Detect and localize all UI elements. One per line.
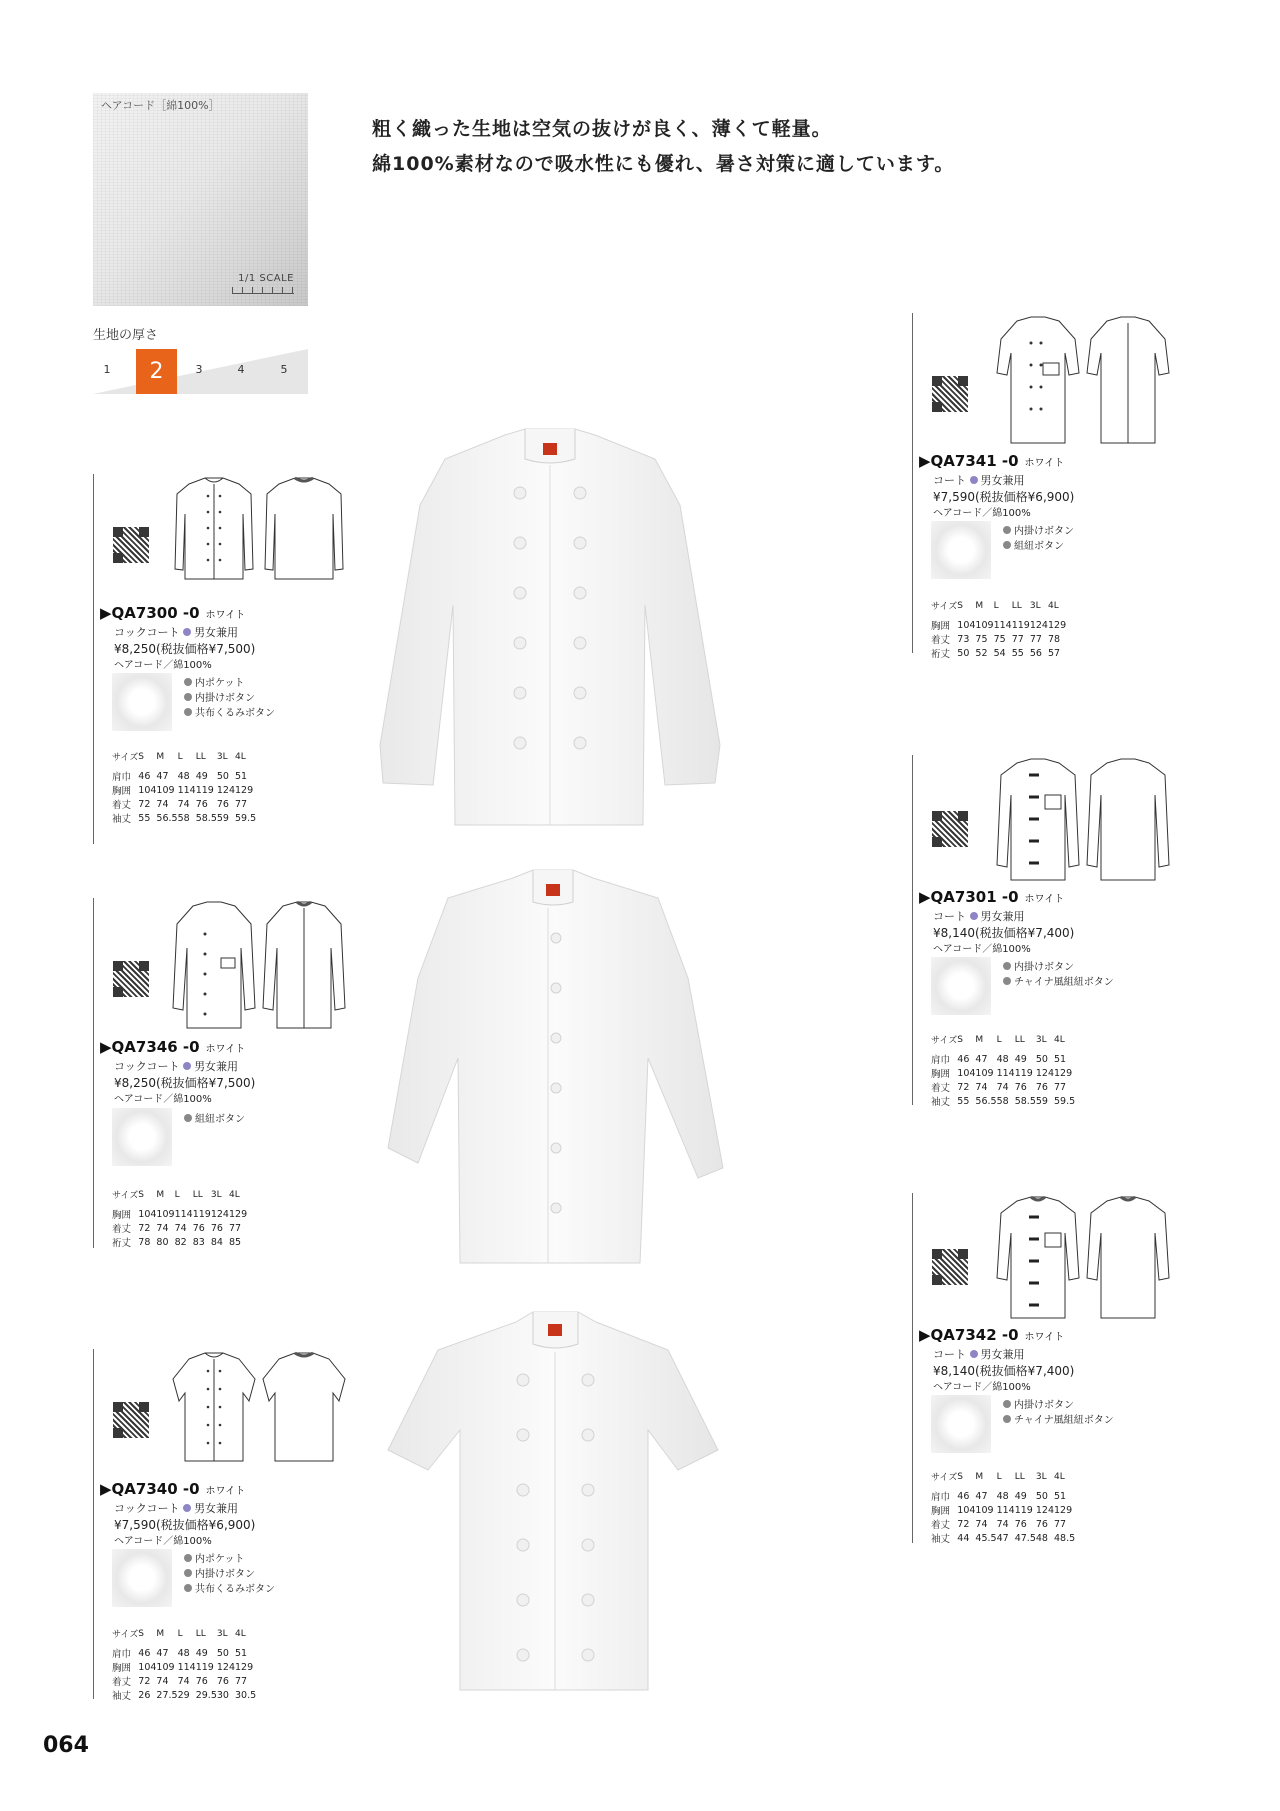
flat-sketch-qa7300 — [159, 474, 359, 584]
feature-item: 内掛けボタン — [184, 1565, 255, 1580]
gender-dot-icon — [183, 1062, 191, 1070]
product-block-qa7342 — [912, 1193, 1114, 1545]
feature-item: 内ポケット — [184, 674, 245, 689]
headline — [372, 112, 954, 182]
feature-item: 内掛けボタン — [1003, 958, 1074, 973]
size-row: 肩巾 46 47 48 49 50 51 — [112, 1647, 248, 1660]
product-color: ホワイト — [205, 1486, 246, 1497]
size-row: 着丈 72 74 74 76 76 77 — [112, 1675, 248, 1688]
bullet-icon — [184, 1114, 192, 1122]
product-price: ¥8,140(税抜価格¥7,400) — [933, 1364, 1075, 1378]
size-row: 袖丈 44 45.5 47 47.5 48 48.5 — [931, 1532, 1076, 1545]
bullet-icon — [184, 708, 192, 716]
product-block-qa7340 — [93, 1349, 275, 1702]
size-table: サイズ S M L LL 3L 4L 肩巾 46 47 48 49 50 51 胸囲 104 109 114 119 124 129 着丈 72 74 74 76 76 77 袖丈 55 56.5 58 58.5 59 59.5 — [931, 1034, 1076, 1108]
flat-sketch-qa7341 — [983, 313, 1183, 448]
qr-code-icon[interactable] — [112, 526, 150, 564]
size-row: 袖丈 55 56.5 58 58.5 59 59.5 — [112, 812, 257, 825]
button-detail-photo — [931, 521, 991, 579]
product-type: コート 男女兼用 — [933, 910, 1025, 923]
feature-item: 内掛けボタン — [1003, 522, 1074, 537]
size-row: 着丈 73 75 75 77 77 78 — [931, 633, 1061, 646]
size-table: サイズ S M L LL 3L 4L 肩巾 46 47 48 49 50 51 胸囲 104 109 114 119 124 129 着丈 72 74 74 76 76 77 袖丈 44 45.5 47 47.5 48 48.5 — [931, 1471, 1076, 1545]
feature-item: チャイナ風組紐ボタン — [1003, 1411, 1114, 1426]
product-material: ヘアコード／綿100% — [114, 1536, 212, 1547]
size-table: サイズ S M L LL 3L 4L 胸囲 104 109 114 119 124 129 着丈 73 75 75 77 77 78 裄丈 50 52 54 55 56 57 — [931, 600, 1067, 660]
size-table: サイズ S M L LL 3L 4L 肩巾 46 47 48 49 50 51 胸囲 104 109 114 119 124 129 着丈 72 74 74 76 76 77 袖丈 26 27.5 29 29.5 30 30.5 — [112, 1628, 257, 1702]
product-code: ▶QA7301 -0 ホワイト — [919, 888, 1065, 906]
bullet-icon — [184, 1569, 192, 1577]
product-price: ¥8,140(税抜価格¥7,400) — [933, 926, 1075, 940]
thickness-level-selected: 2 — [136, 349, 177, 394]
size-row: 胸囲 104 109 114 119 124 129 — [112, 1661, 254, 1674]
feature-item: 組紐ボタン — [1003, 537, 1064, 552]
thickness-level-1: 1 — [103, 363, 111, 376]
bullet-icon — [184, 1554, 192, 1562]
product-code: ▶QA7340 -0 ホワイト — [100, 1480, 246, 1498]
bullet-icon — [1003, 977, 1011, 985]
bullet-icon — [1003, 1415, 1011, 1423]
size-row: 着丈 72 74 74 76 76 77 — [112, 798, 248, 811]
bullet-icon — [1003, 1400, 1011, 1408]
product-type: コックコート 男女兼用 — [114, 626, 239, 639]
product-color: ホワイト — [1024, 894, 1065, 905]
product-price: ¥7,590(税抜価格¥6,900) — [114, 1518, 256, 1532]
flat-sketch-qa7301 — [983, 755, 1183, 885]
product-material: ヘアコード／綿100% — [933, 508, 1031, 519]
size-row: 着丈 72 74 74 76 76 77 — [931, 1518, 1067, 1531]
flat-sketch-qa7342 — [983, 1193, 1183, 1323]
thickness-title: 生地の厚さ — [93, 328, 159, 343]
photo-qa7340-coat — [378, 1300, 728, 1700]
bullet-icon — [1003, 962, 1011, 970]
button-detail-photo — [112, 1108, 172, 1166]
flat-sketch-qa7340 — [159, 1349, 359, 1469]
product-code: ▶QA7300 -0 ホワイト — [100, 604, 246, 622]
scale-label: 1/1 SCALE — [238, 273, 294, 284]
product-color: ホワイト — [1024, 458, 1065, 469]
size-row: 胸囲 104 109 114 119 124 129 — [931, 1504, 1073, 1517]
product-material: ヘアコード／綿100% — [933, 1382, 1031, 1393]
size-row: 肩巾 46 47 48 49 50 51 — [931, 1490, 1067, 1503]
product-color: ホワイト — [1024, 1332, 1065, 1343]
product-type: コート 男女兼用 — [933, 474, 1025, 487]
feature-item: 内掛けボタン — [1003, 1396, 1074, 1411]
size-table: サイズ S M L LL 3L 4L 肩巾 46 47 48 49 50 51 胸囲 104 109 114 119 124 129 着丈 72 74 74 76 76 77 袖丈 55 56.5 58 58.5 59 59.5 — [112, 751, 257, 825]
product-price: ¥8,250(税抜価格¥7,500) — [114, 642, 256, 656]
fabric-swatch-image — [93, 93, 308, 306]
size-row: 着丈 72 74 74 76 76 77 — [112, 1222, 242, 1235]
thickness-scale — [93, 349, 308, 394]
thickness-level-3: 3 — [195, 363, 203, 376]
feature-item: 組紐ボタン — [184, 1110, 245, 1125]
button-detail-photo — [931, 957, 991, 1015]
size-row: 肩巾 46 47 48 49 50 51 — [112, 770, 248, 783]
button-detail-photo — [112, 673, 172, 731]
headline-line-2: 綿100%素材なので吸水性にも優れ、暑さ対策に適しています。 — [372, 153, 955, 175]
qr-code-icon[interactable] — [112, 1401, 150, 1439]
product-type: コート 男女兼用 — [933, 1348, 1025, 1361]
fabric-swatch-label: ヘアコード［綿100%］ — [101, 99, 220, 112]
photo-qa7300-coat — [375, 415, 725, 845]
headline-line-1: 粗く織った生地は空気の抜けが良く、薄くて軽量。 — [372, 118, 832, 140]
size-row: 着丈 72 74 74 76 76 77 — [931, 1081, 1067, 1094]
product-material: ヘアコード／綿100% — [933, 944, 1031, 955]
product-block-qa7300 — [93, 474, 275, 844]
product-price: ¥8,250(税抜価格¥7,500) — [114, 1076, 256, 1090]
bullet-icon — [184, 1584, 192, 1592]
photo-qa7346-coat — [378, 858, 728, 1278]
qr-code-icon[interactable] — [931, 375, 969, 413]
gender-dot-icon — [183, 1504, 191, 1512]
button-detail-photo — [112, 1549, 172, 1607]
gender-dot-icon — [183, 628, 191, 636]
product-block-qa7301 — [912, 755, 1114, 1108]
button-detail-photo — [931, 1395, 991, 1453]
product-material: ヘアコード／綿100% — [114, 660, 212, 671]
size-row: 胸囲 104 109 114 119 124 129 — [112, 1208, 248, 1221]
size-row: 袖丈 55 56.5 58 58.5 59 59.5 — [931, 1095, 1076, 1108]
size-row: 袖丈 26 27.5 29 29.5 30 30.5 — [112, 1689, 257, 1702]
page-number: 064 — [43, 1733, 89, 1758]
flat-sketch-qa7346 — [159, 898, 359, 1033]
feature-item: チャイナ風組紐ボタン — [1003, 973, 1114, 988]
product-code: ▶QA7342 -0 ホワイト — [919, 1326, 1065, 1344]
product-color: ホワイト — [205, 1044, 246, 1055]
bullet-icon — [1003, 541, 1011, 549]
product-code: ▶QA7346 -0 ホワイト — [100, 1038, 246, 1056]
feature-item: 共布くるみボタン — [184, 704, 275, 719]
product-block-qa7341 — [912, 313, 1075, 660]
size-row: 胸囲 104 109 114 119 124 129 — [931, 619, 1067, 632]
feature-item: 共布くるみボタン — [184, 1580, 275, 1595]
size-row: 裄丈 50 52 54 55 56 57 — [931, 647, 1061, 660]
product-type: コックコート 男女兼用 — [114, 1060, 239, 1073]
size-row: 胸囲 104 109 114 119 124 129 — [112, 784, 254, 797]
bullet-icon — [184, 678, 192, 686]
thickness-level-5: 5 — [280, 363, 288, 376]
product-price: ¥7,590(税抜価格¥6,900) — [933, 490, 1075, 504]
bullet-icon — [184, 693, 192, 701]
gender-dot-icon — [970, 1350, 978, 1358]
feature-item: 内掛けボタン — [184, 689, 255, 704]
gender-dot-icon — [970, 476, 978, 484]
size-table: サイズ S M L LL 3L 4L 胸囲 104 109 114 119 124 129 着丈 72 74 74 76 76 77 裄丈 78 80 82 83 84 85 — [112, 1189, 248, 1249]
qr-code-icon[interactable] — [112, 960, 150, 998]
product-material: ヘアコード／綿100% — [114, 1094, 212, 1105]
product-code: ▶QA7341 -0 ホワイト — [919, 452, 1065, 470]
bullet-icon — [1003, 526, 1011, 534]
qr-code-icon[interactable] — [931, 810, 969, 848]
feature-item: 内ポケット — [184, 1550, 245, 1565]
size-row: 肩巾 46 47 48 49 50 51 — [931, 1053, 1067, 1066]
product-type: コックコート 男女兼用 — [114, 1502, 239, 1515]
size-row: 裄丈 78 80 82 83 84 85 — [112, 1236, 242, 1249]
size-row: 胸囲 104 109 114 119 124 129 — [931, 1067, 1073, 1080]
gender-dot-icon — [970, 912, 978, 920]
scale-ruler-icon — [232, 285, 294, 294]
qr-code-icon[interactable] — [931, 1248, 969, 1286]
product-color: ホワイト — [205, 610, 246, 621]
thickness-level-4: 4 — [237, 363, 245, 376]
product-block-qa7346 — [93, 898, 256, 1249]
